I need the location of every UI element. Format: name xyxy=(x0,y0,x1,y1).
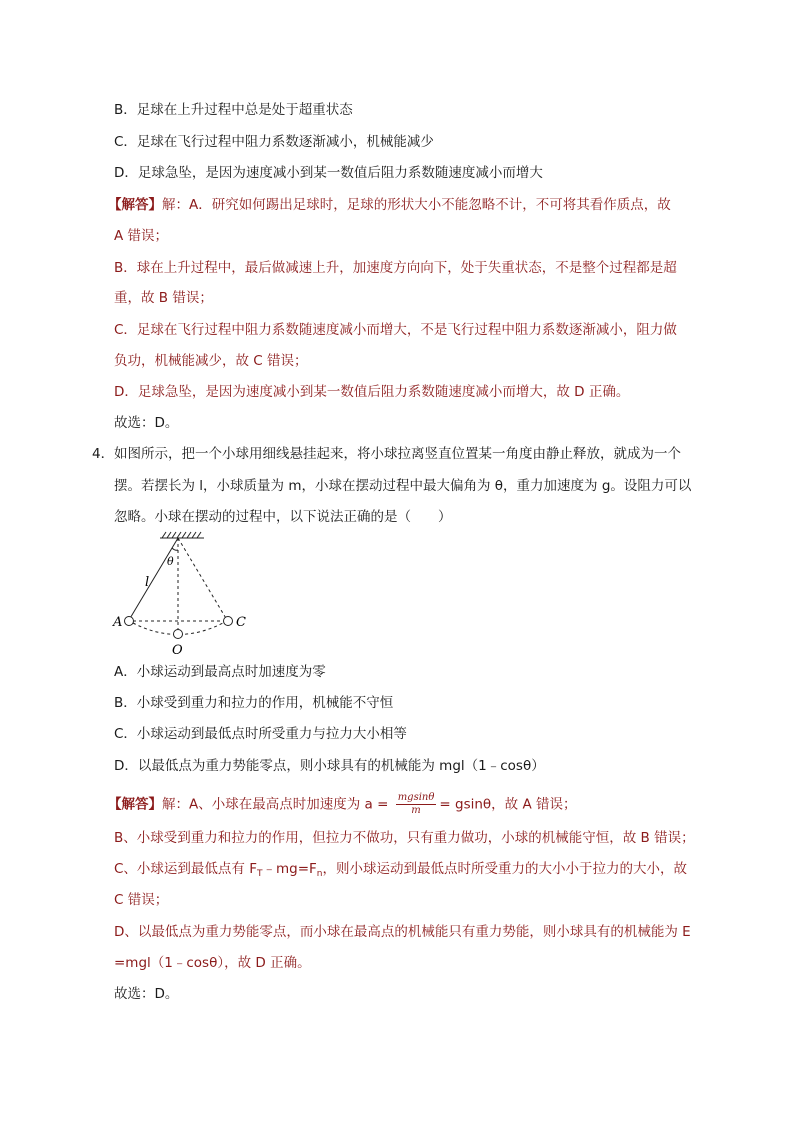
q4-number: 4． xyxy=(92,446,115,462)
string-to-a xyxy=(129,538,178,620)
q3-answer-a-end: A 错误； xyxy=(114,228,169,244)
q4-stem-1: 如图所示，把一个小球用细线悬挂起来，将小球拉离竖直位置某一角度由静止释放，就成为一个 xyxy=(114,446,681,462)
ball-c xyxy=(224,617,233,626)
theta-angle-arc xyxy=(172,548,178,550)
q3-option-d: D．足球急坠，是因为速度减小到某一数值后阻力系数随速度减小而增大 xyxy=(114,165,543,181)
q4-option-c: C．小球运动到最低点时所受重力与拉力大小相等 xyxy=(114,726,407,742)
q4-answer-b: B、小球受到重力和拉力的作用，但拉力不做功，只有重力做功，小球的机械能守恒，故 B 错误； xyxy=(114,830,695,846)
label-c: C xyxy=(236,615,246,630)
label-theta: θ xyxy=(167,555,174,568)
q4-option-d: D．以最低点为重力势能零点，则小球具有的机械能为 mgl（1﹣cosθ） xyxy=(114,758,545,774)
q3-answer-c-2: 负功，机械能减少，故 C 错误； xyxy=(114,353,308,369)
q4-stem-2: 摆。若摆长为 l，小球质量为 m，小球在摆动过程中最大偏角为 θ，重力加速度为 g。设阻力可以 xyxy=(114,478,692,494)
label-o: O xyxy=(172,643,183,658)
q3-answer-c-1: C．足球在飞行过程中阻力系数随速度减小而增大，不是飞行过程中阻力系数逐渐减小，阻力做 xyxy=(114,322,677,338)
acceleration-fraction: $\frac{mgsin\theta}{m}$ xyxy=(397,792,435,816)
ball-a xyxy=(125,617,134,626)
q3-answer-d: D．足球急坠，是因为速度减小到某一数值后阻力系数随速度减小而增大，故 D 正确。 xyxy=(114,384,630,400)
q3-choice: 故选：D。 xyxy=(114,415,179,431)
q3-answer-line-1: 【解答】解：A．研究如何踢出足球时，足球的形状大小不能忽略不计，不可将其看作质点，故 xyxy=(108,197,671,213)
q3-answer-b-2: 重，故 B 错误； xyxy=(114,290,213,306)
q4-answer-d-2: =mgl（1﹣cosθ），故 D 正确。 xyxy=(114,955,311,971)
q4-choice: 故选：D。 xyxy=(114,986,179,1002)
q3-option-b: B．足球在上升过程中总是处于超重状态 xyxy=(114,102,353,118)
q4-answer-c-1: C、小球运到最低点有 $F_T﹣mg=F_n$，则小球运动到最低点时所受重力的大小小于拉力的大小，故 xyxy=(114,861,687,879)
q4-option-a: A．小球运动到最高点时加速度为零 xyxy=(114,664,326,680)
ball-o xyxy=(174,630,183,639)
q4-stem-3: 忽略。小球在摆动的过程中，以下说法正确的是（ ） xyxy=(114,509,452,525)
q3-answer-b-1: B．球在上升过程中，最后做减速上升，加速度方向向下，处于失重状态，不是整个过程都是超 xyxy=(114,260,677,276)
q4-answer-line-a: 【解答】解：A、小球在最高点时加速度为 a = $\frac{mgsin\theta}{m}$ = gsinθ，故 A 错误； xyxy=(108,792,577,816)
q4-answer-d-1: D、以最低点为重力势能零点，而小球在最高点的机械能只有重力势能，则小球具有的机械能为 E xyxy=(114,924,691,940)
label-a: A xyxy=(113,615,123,630)
string-to-c-dashed xyxy=(178,538,227,620)
q4-option-b: B．小球受到重力和拉力的作用，机械能不守恒 xyxy=(114,695,394,711)
answer-tag: 【解答】 xyxy=(108,796,162,813)
label-l: l xyxy=(145,575,150,590)
q3-option-c: C．足球在飞行过程中阻力系数逐渐减小，机械能减少 xyxy=(114,134,434,150)
q4-answer-c-2: C 错误； xyxy=(114,892,169,908)
ceiling-hatch xyxy=(162,532,201,538)
answer-tag: 【解答】 xyxy=(108,197,162,213)
pendulum-figure xyxy=(110,528,260,658)
